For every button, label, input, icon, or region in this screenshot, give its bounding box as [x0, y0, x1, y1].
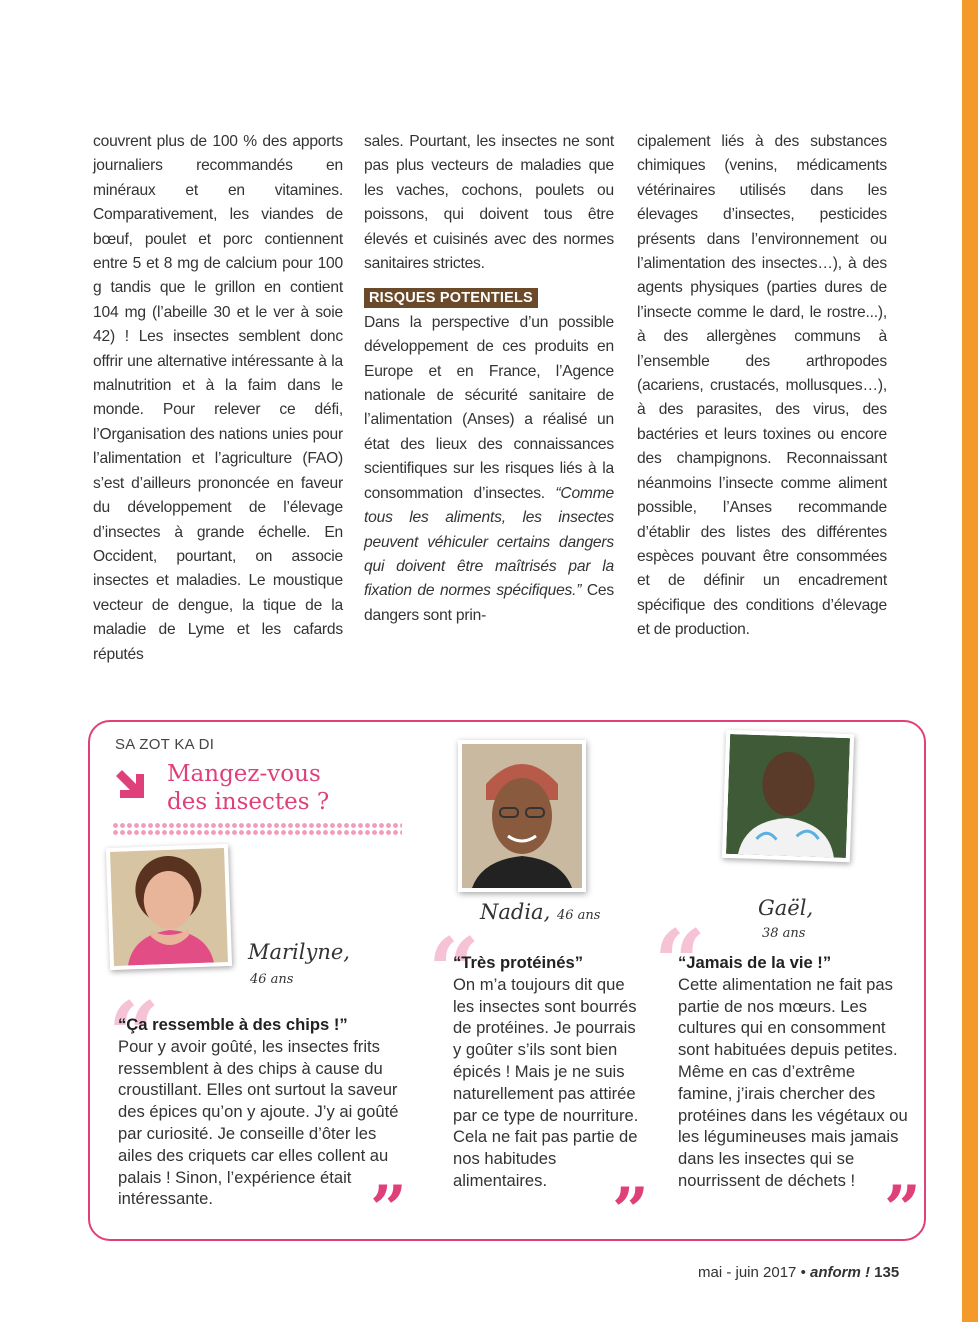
headline-marilyne: “Ça ressemble à des chips !” [118, 1015, 348, 1034]
text-marilyne: Pour y avoir goûté, les insectes frits ressemblent à des chips à cause du croustillant. Elles ont surtout la saveur des épices qu’on y ajoute. J’y ai goûté par curiosité. Je conseille d’ôter les ailes des criquets car elles collent au palais ! Sinon, l’expérience était intéressante. [118, 1036, 399, 1209]
column-2-bottom-text [364, 311, 614, 628]
footer-date: mai - juin 2017 [698, 1264, 797, 1281]
portrait-marilyne-icon [110, 848, 228, 966]
column-2-plain: Dans la perspective d’un possible développement de ces produits en Europe et en France, l’Agence nationale de sécurité sanitaire de l’alimentation (Anses) a réalisé un état des lieux des connaissances scientifiques sur les risques liés à la consommation d’insectes. [364, 313, 614, 502]
article-column-1 [93, 130, 343, 667]
close-quote-icon-3: ” [884, 1172, 921, 1247]
photo-nadia [458, 740, 586, 892]
portrait-gael-icon [726, 734, 850, 858]
footer-separator: • [800, 1264, 806, 1281]
section-heading-risques: RISQUES POTENTIELS [364, 288, 538, 308]
box-title [167, 760, 329, 816]
box-kicker: SA ZOT KA DI [115, 736, 215, 753]
column-1-text: couvrent plus de 100 % des apports journaliers recommandés en minéraux et en vitamines. Comparativement, les viandes de bœuf, poulet et porc contiennent entre 5 et 8 mg de calcium pour 100 g tandis que le grillon en contient 104 mg (l’abeille 30 et le ver à soie 42) ! Les insectes semblent donc offrir une alternative intéressante à la malnutrition et à la faim dans le monde. Pour relever ce défi, l’Organisation des nations unies pour l’alimentation et l’agriculture (FAO) s’est d’ailleurs prononcée en faveur du développement de l’élevage d’insectes à grande échelle. En Occident, pourtant, on associe insectes et maladies. Le moustique vecteur de dengue, la tique de la maladie de Lyme et les cafards réputés [93, 133, 343, 663]
anses-quote: “Comme tous les aliments, les insectes peuvent véhiculer certains dangers qui doivent être maîtrisés par la fixation de normes spécifiques.” [364, 484, 614, 600]
testimonial-gael [678, 952, 910, 1192]
column-3-text: cipalement liés à des substances chimiques (venins, médicaments vétérinaires utilisés dans les élevages d’insectes, pesticides présents dans l’environnement ou l’alimentation des insectes…), à des agents physiques (parties dures de l’insecte comme le dard, le rostre...), à des allergènes communs à l’ensemble des arthropodes (acariens, crustacés, mollusques…), à des parasites, des virus, des bactéries et leurs toxines ou encore des champignons. Reconnaissant néanmoins l’insecte comme aliment possible, l’Anses recommande d’établir des listes des différentes espèces pouvant être consommées et de définir un encadrement spécifique des conditions d’élevage et de production. [637, 133, 887, 639]
open-quote-icon-1: “ [108, 982, 160, 1088]
photo-gael [722, 730, 854, 862]
name-marilyne: Marilyne, [248, 940, 350, 964]
text-nadia: On m’a toujours dit que les insectes sont bourrés de protéines. Je pourrais y goûter s’ils sont bien épicés ! Mais je ne suis naturellement pas attirée par ce type de nourriture. Cela ne fait pas partie de nos habitudes alimentaires. [453, 974, 639, 1190]
box-title-line-2: des insectes ? [167, 789, 330, 815]
page-edge-bar [962, 0, 978, 1322]
headline-gael: “Jamais de la vie !” [678, 953, 832, 972]
photo-marilyne [106, 844, 232, 970]
arrow-down-right-icon [112, 766, 148, 802]
open-quote-icon-3: “ [654, 910, 706, 1016]
page-number: 135 [874, 1264, 900, 1281]
column-2-top-text: sales. Pourtant, les insectes ne sont pas plus vecteurs de maladies que les vaches, cochons, poulets ou poissons, qui doivent tous être élevés et cuisinés avec des normes sanitaires strictes. [364, 133, 614, 273]
box-title-line-1: Mangez-vous [167, 761, 321, 787]
name-gael: Gaël, [758, 896, 814, 920]
article-column-3 [637, 130, 887, 643]
column-2-end: Ces dangers sont prin- [364, 582, 615, 624]
open-quote-icon-2: “ [428, 918, 480, 1024]
article-column-2 [364, 130, 614, 628]
close-quote-icon-2: ” [612, 1174, 649, 1249]
testimonial-marilyne [118, 1014, 408, 1210]
age-nadia: 46 ans [556, 908, 601, 923]
name-nadia [480, 900, 600, 924]
name-nadia-text: Nadia, [480, 900, 551, 924]
footer-brand: anform ! [810, 1264, 870, 1281]
dotted-divider [112, 822, 402, 836]
text-gael: Cette alimentation ne fait pas partie de nos mœurs. Les cultures qui en consomment sont habituées depuis petites. Même en cas d’extrême famine, j’irais chercher des protéines dans les végétaux ou les légumineuses mais jamais dans les insectes qui se nourrissent de déchets ! [678, 974, 908, 1190]
testimonial-nadia [453, 952, 645, 1192]
age-gael: 38 ans [762, 926, 806, 941]
headline-nadia: “Très protéinés” [453, 953, 584, 972]
age-marilyne: 46 ans [250, 972, 294, 987]
portrait-nadia-icon [462, 744, 582, 888]
close-quote-icon-1: ” [370, 1172, 407, 1247]
page-footer [698, 1264, 899, 1281]
